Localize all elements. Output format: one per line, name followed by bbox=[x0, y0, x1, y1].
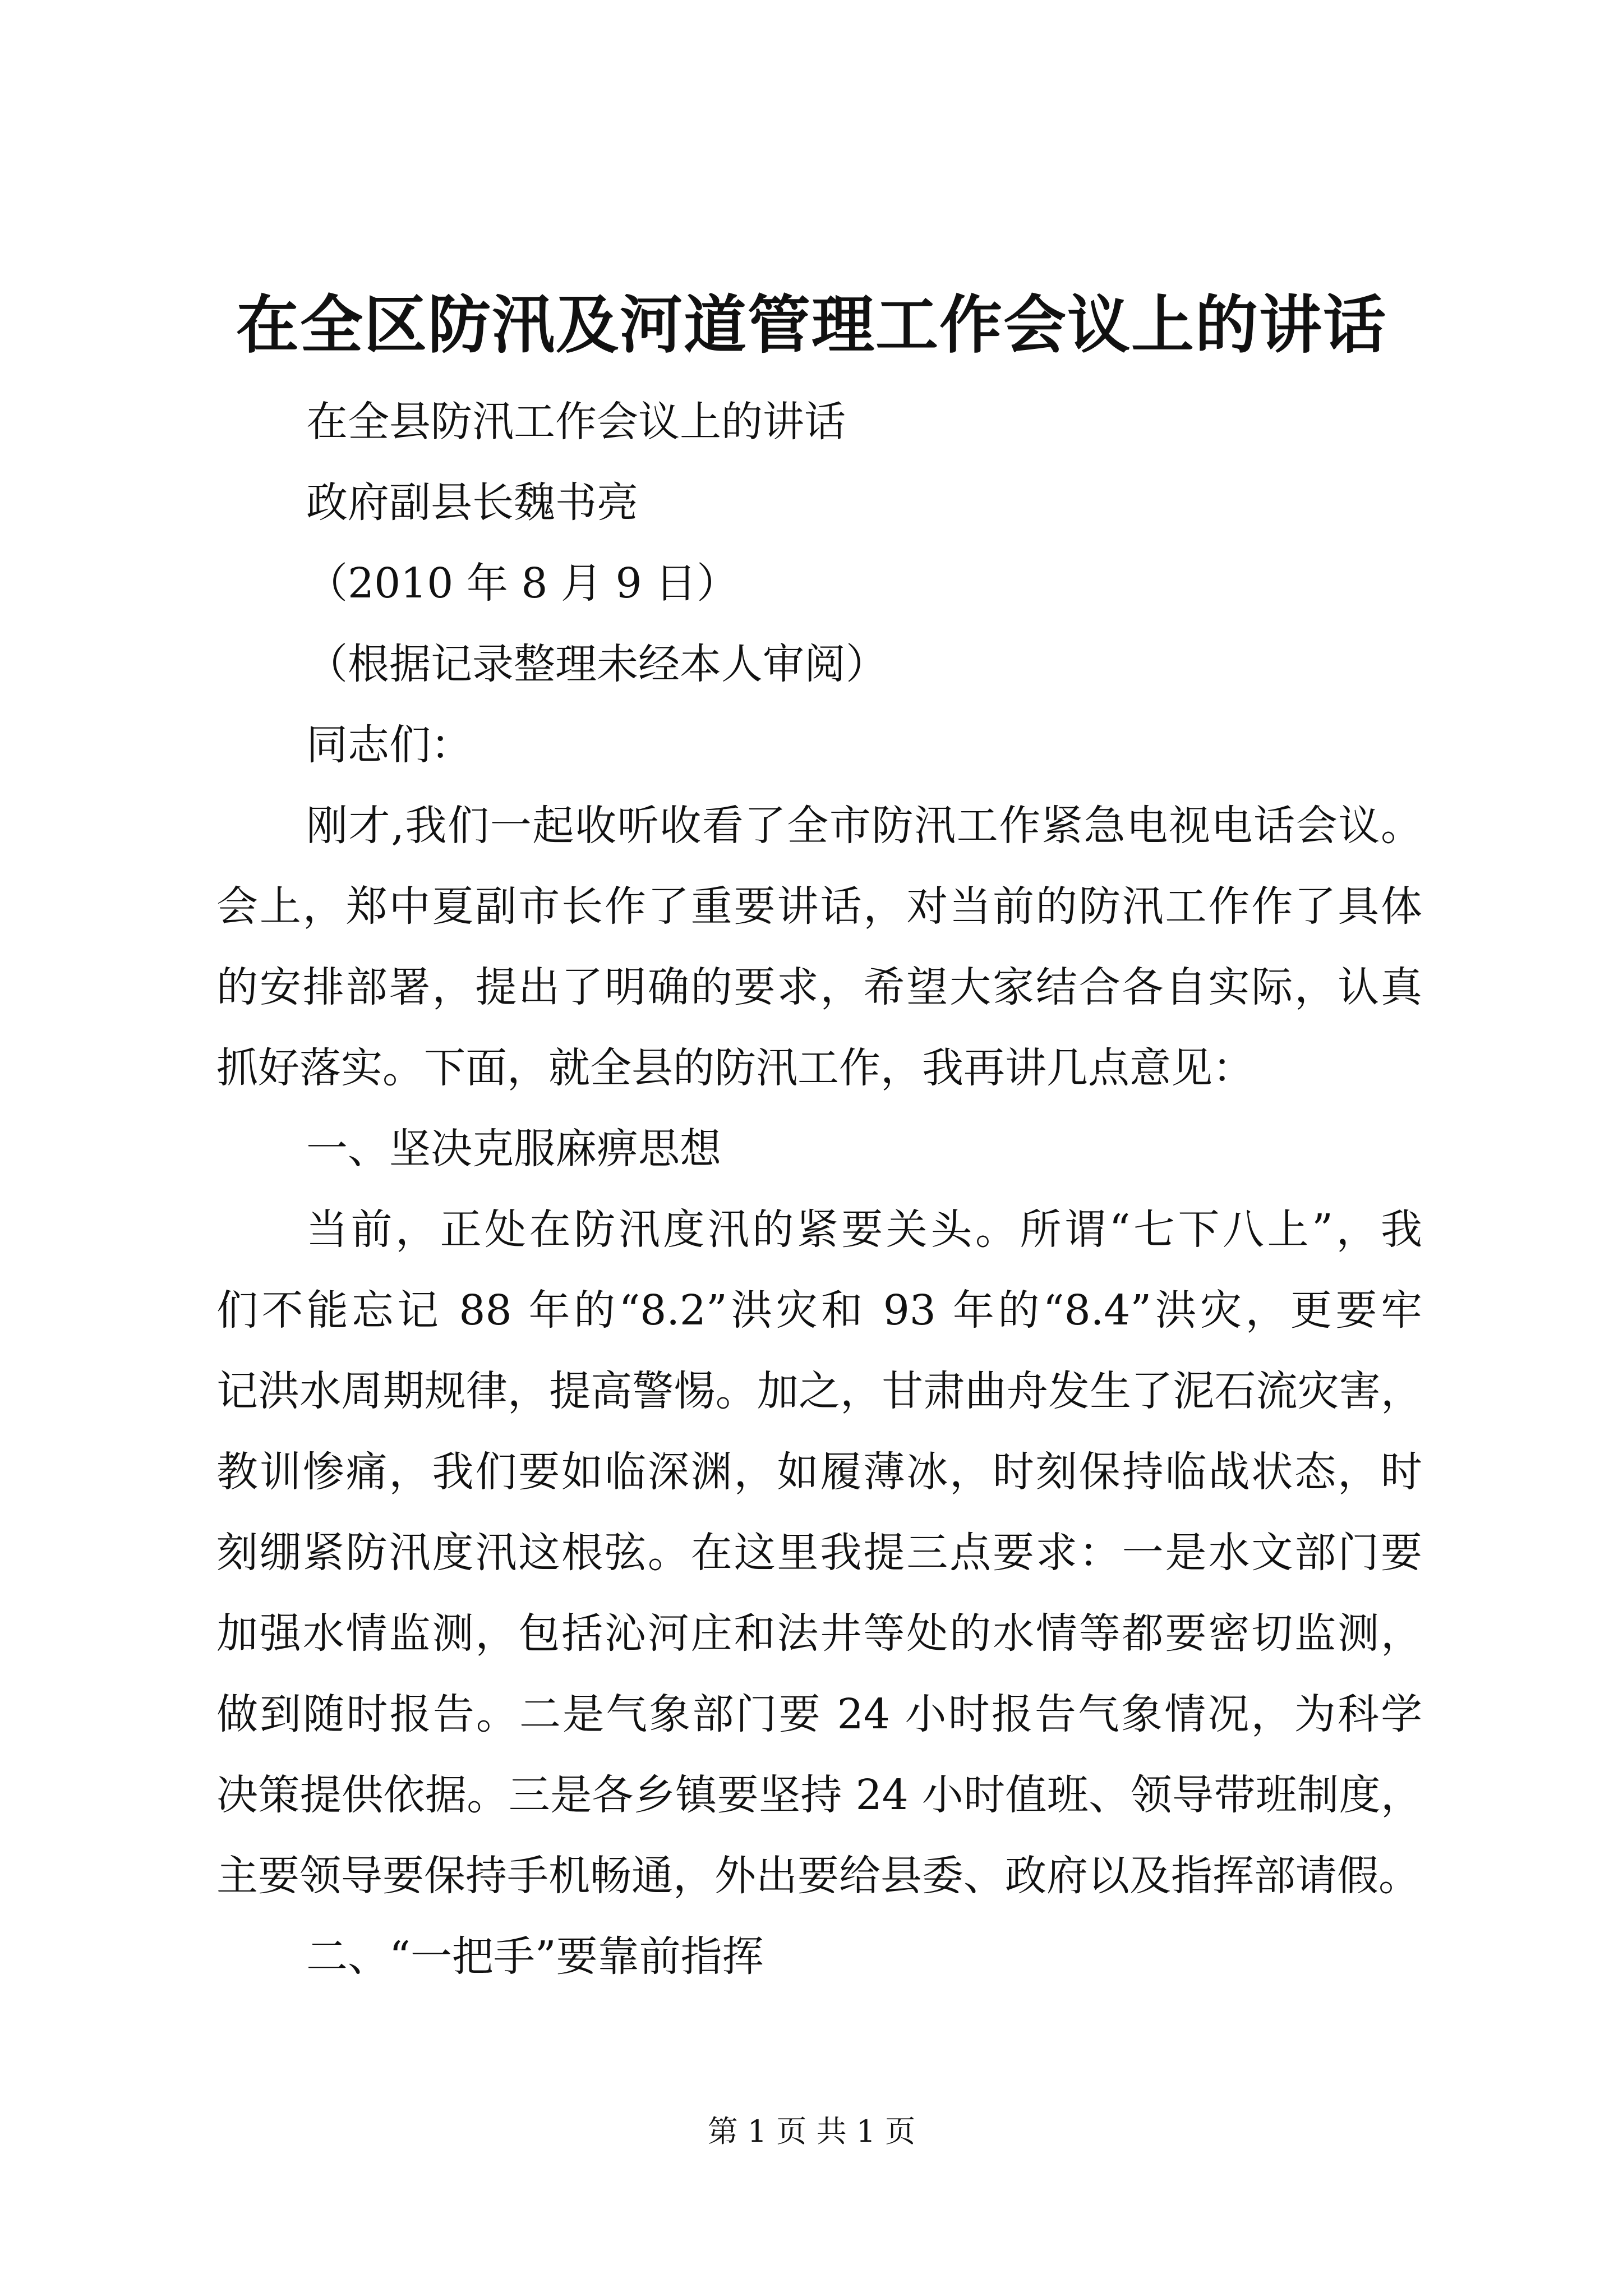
paragraph-line: 会上，郑中夏副市长作了重要讲话，对当前的防汛工作作了具体 bbox=[216, 882, 1422, 931]
section-heading-2: 二、“一把手”要靠前指挥 bbox=[306, 1932, 764, 1981]
paragraph-line: 刻绷紧防汛度汛这根弦。在这里我提三点要求：一是水文部门要 bbox=[216, 1529, 1422, 1577]
speaker-line: 政府副县长魏书亮 bbox=[306, 478, 638, 527]
paragraph-line: 加强水情监测，包括沁河庄和法井等处的水情等都要密切监测， bbox=[216, 1609, 1422, 1658]
paragraph-line: 主要领导要保持手机畅通，外出要给县委、政府以及指挥部请假。 bbox=[216, 1852, 1420, 1900]
paragraph-line: 们不能忘记 88 年的“8.2”洪灾和 93 年的“8.4”洪灾，更要牢 bbox=[216, 1286, 1422, 1335]
note-line: （根据记录整理未经本人审阅） bbox=[306, 640, 887, 688]
subtitle-line: 在全县防汛工作会议上的讲话 bbox=[306, 398, 846, 446]
paragraph-line: 决策提供依据。三是各乡镇要坚持 24 小时值班、领导带班制度， bbox=[216, 1771, 1422, 1819]
date-line: （2010 年 8 月 9 日） bbox=[306, 559, 739, 608]
paragraph-line: 教训惨痛，我们要如临深渊，如履薄冰，时刻保持临战状态，时 bbox=[216, 1448, 1422, 1496]
paragraph-line: 抓好落实。下面，就全县的防汛工作，我再讲几点意见： bbox=[216, 1044, 1254, 1092]
document-title: 在全区防汛及河道管理工作会议上的讲话 bbox=[236, 288, 1387, 362]
paragraph-line: 当前，正处在防汛度汛的紧要关头。所谓“七下八上”，我 bbox=[306, 1205, 1422, 1254]
document-body bbox=[216, 381, 1422, 1997]
section-heading-1: 一、坚决克服麻痹思想 bbox=[306, 1125, 721, 1173]
paragraph-line: 记洪水周期规律，提高警惕。加之，甘肃曲舟发生了泥石流灾害， bbox=[216, 1367, 1422, 1415]
paragraph-line: 的安排部署，提出了明确的要求，希望大家结合各自实际，认真 bbox=[216, 963, 1422, 1011]
paragraph-line: 刚才,我们一起收听收看了全市防汛工作紧急电视电话会议。 bbox=[306, 802, 1422, 850]
salutation-line: 同志们： bbox=[306, 721, 472, 769]
page-footer: 第 1 页 共 1 页 bbox=[707, 2114, 916, 2149]
paragraph-line: 做到随时报告。二是气象部门要 24 小时报告气象情况，为科学 bbox=[216, 1690, 1422, 1738]
